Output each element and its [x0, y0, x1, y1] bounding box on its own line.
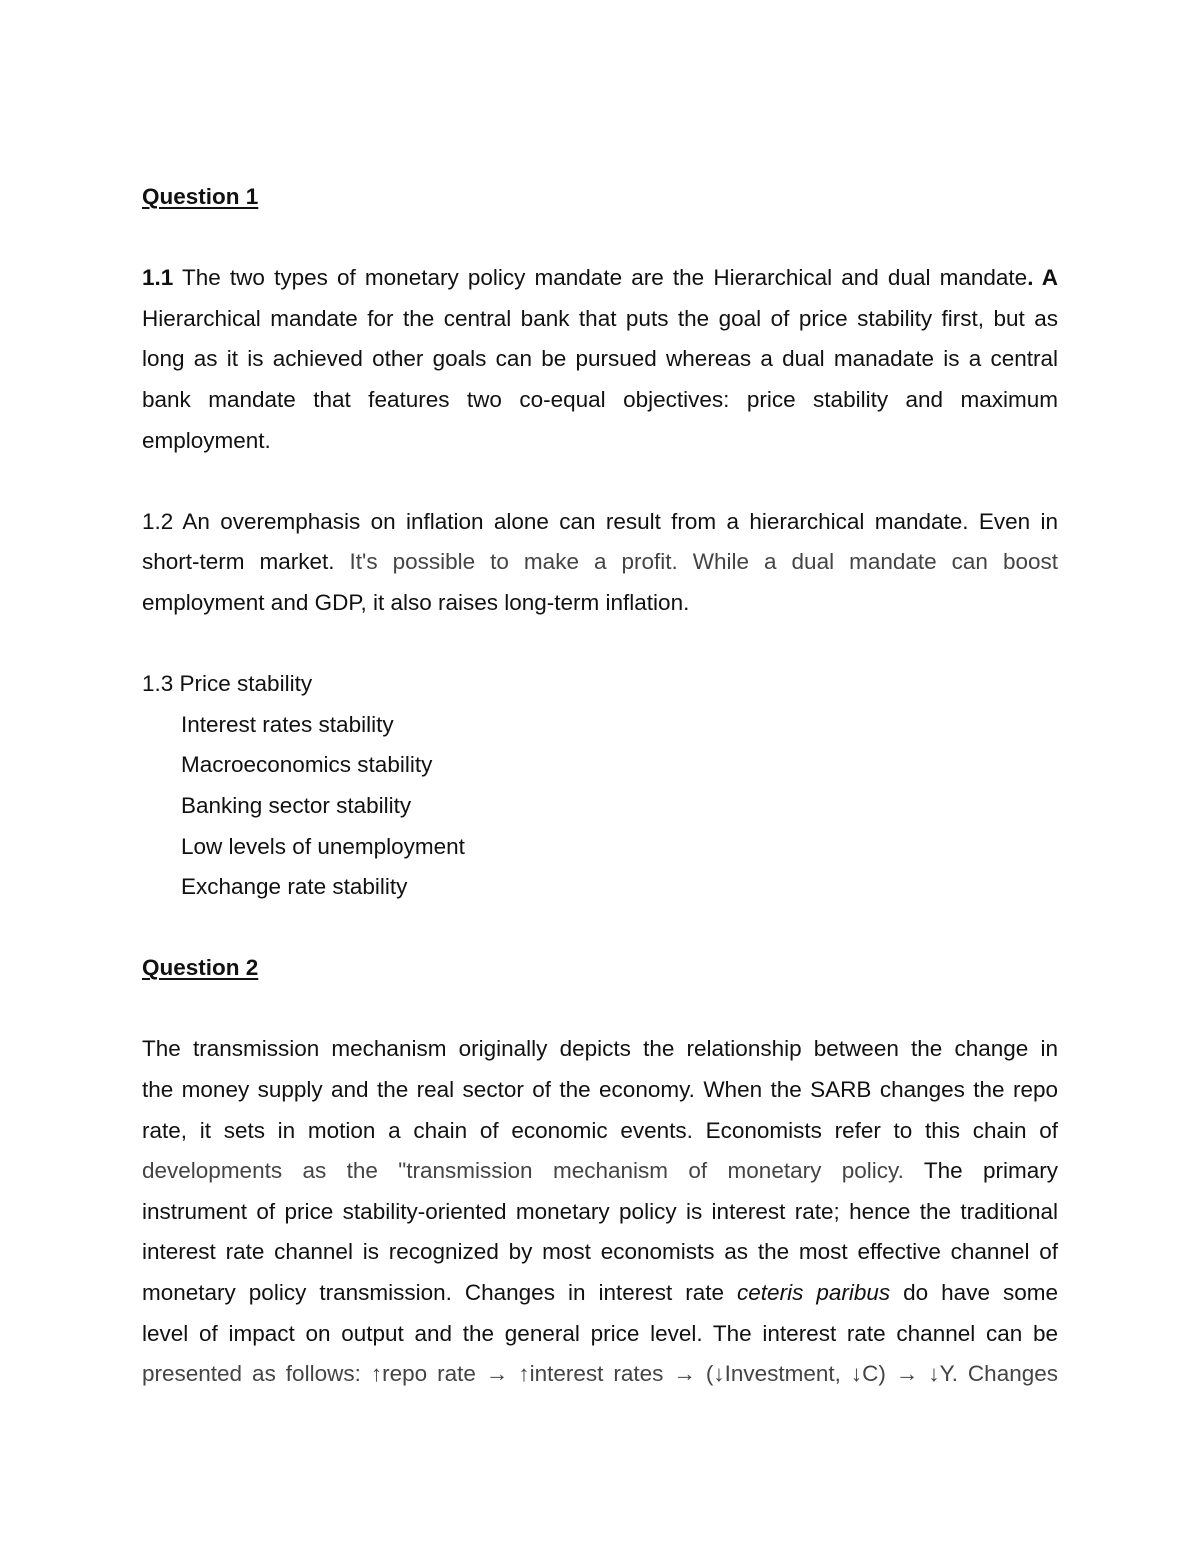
blank-line — [142, 989, 1058, 1030]
answer-1-1-line-3: long as it is achieved other goals can be pursued whereas a dual manadate is a central — [142, 346, 1058, 372]
question-1-heading: Question 1 — [142, 184, 259, 209]
answer-1-2-line-2-start: short-term market. — [142, 549, 350, 575]
answer-1-3-list-item: Banking sector stability — [181, 792, 412, 818]
answer-1-2-line-2 — [142, 542, 1058, 583]
answer-1-1-line-5: employment. — [142, 427, 271, 453]
question-2-line-7-start: monetary policy transmission. Changes in interest rate — [142, 1280, 738, 1306]
question-2-line-4-end: The primary — [903, 1158, 1058, 1184]
answer-1-3-list-item: Interest rates stability — [181, 711, 394, 737]
answer-1-1-line-1-end: . A — [1027, 265, 1058, 291]
question-2-line-1: The transmission mechanism originally depicts the relationship between the change in — [142, 1036, 1058, 1062]
question-2-line-7-end: do have some — [890, 1280, 1058, 1306]
answer-1-3-list-item: Exchange rate stability — [181, 874, 408, 900]
answer-1-2-line-1: 1.2 An overemphasis on inflation alone can result from a hierarchical mandate. Even in — [142, 508, 1058, 534]
question-2-line-2: the money supply and the real sector of the economy. When the SARB changes the repo — [142, 1077, 1058, 1103]
answer-1-3-list-item: Macroeconomics stability — [181, 752, 433, 778]
question-2-line-7 — [142, 1273, 1058, 1314]
question-2-line-3: rate, it sets in motion a chain of economic events. Economists refer to this chain of — [142, 1117, 1058, 1143]
question-2-heading: Question 2 — [142, 955, 259, 981]
blank-line — [142, 218, 1058, 259]
document-body — [142, 177, 1058, 1395]
question-2-line-8: level of impact on output and the general price level. The interest rate channel can be — [142, 1320, 1058, 1346]
question-2-line-6: interest rate channel is recognized by most economists as the most effective channel of — [142, 1239, 1058, 1265]
answer-1-2-line-2-end: It's possible to make a profit. While a dual mandate can boost — [349, 549, 1058, 575]
answer-1-1-line-2: Hierarchical mandate for the central bank that puts the goal of price stability first, but as — [142, 305, 1058, 331]
answer-1-1-line-4: bank mandate that features two co-equal objectives: price stability and maximum — [142, 386, 1058, 412]
question-2-line-5: instrument of price stability-oriented monetary policy is interest rate; hence the traditional — [142, 1198, 1058, 1224]
answer-1-1-line-1 — [142, 258, 1058, 299]
answer-1-2-line-3: employment and GDP, it also raises long-term inflation. — [142, 589, 690, 615]
answer-1-3-list-item: Low levels of unemployment — [181, 833, 465, 859]
ceteris-paribus-italic: ceteris paribus — [737, 1280, 891, 1306]
answer-1-3-first-item: 1.3 Price stability — [142, 671, 313, 697]
question-2-line-4-start: developments as the "transmission mechanism of monetary policy. — [142, 1158, 904, 1184]
blank-line — [142, 908, 1058, 949]
question-2-line-4 — [142, 1151, 1058, 1192]
blank-line — [142, 624, 1058, 665]
question-2-line-9: presented as follows: ↑repo rate → ↑interest rates → (↓Investment, ↓C) → ↓Y. Changes — [142, 1361, 1058, 1387]
answer-1-1-number: 1.1 — [142, 265, 174, 291]
blank-line — [142, 461, 1058, 502]
answer-1-1-line-1-text: The two types of monetary policy mandate are the Hierarchical and dual mandate — [173, 265, 1028, 291]
